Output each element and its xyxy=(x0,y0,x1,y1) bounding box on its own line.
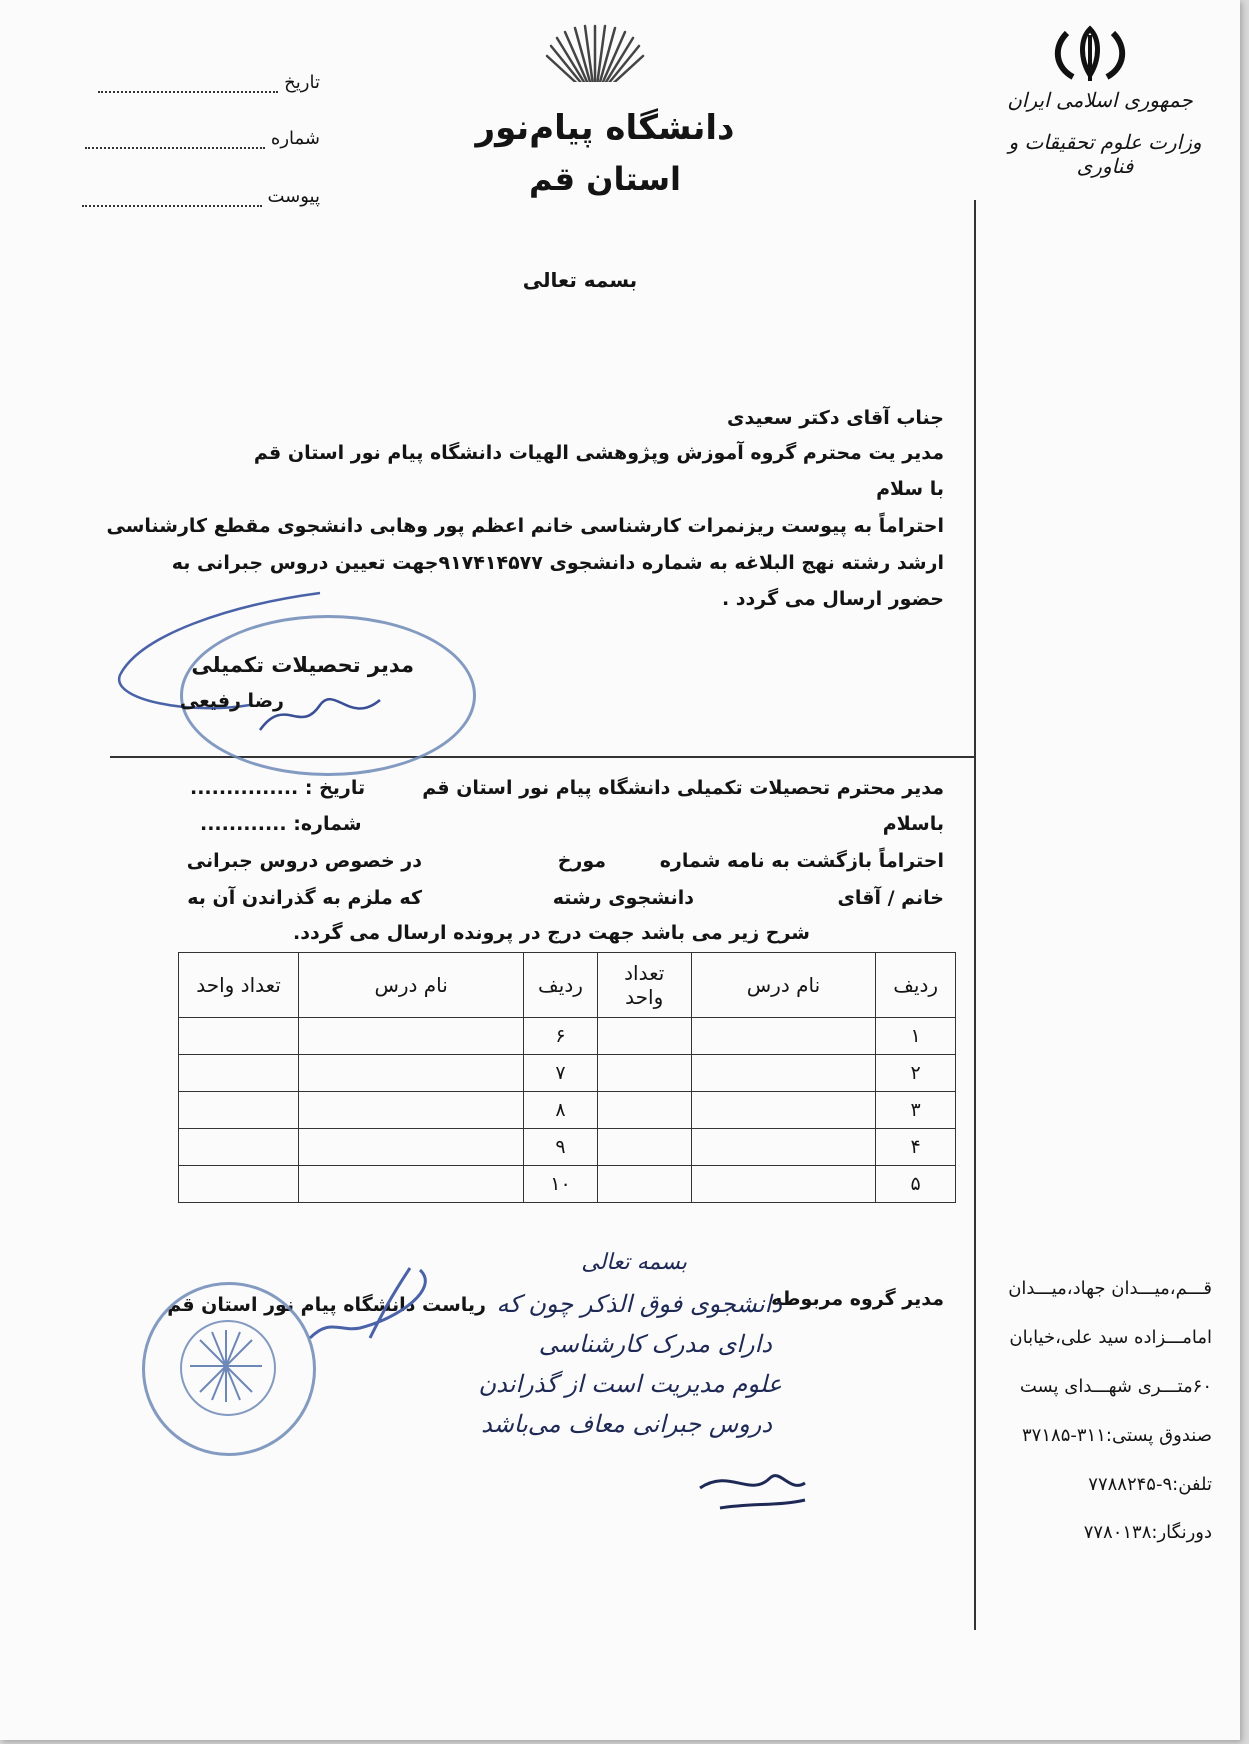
row-number: ۳ xyxy=(876,1092,956,1129)
date-label: تاریخ xyxy=(284,72,320,93)
letter-greeting: با سلام xyxy=(876,478,944,500)
course-name-cell xyxy=(691,1129,876,1166)
table-row xyxy=(179,1166,956,1203)
row-number: ۲ xyxy=(876,1055,956,1092)
letter-body-line-1: احتراماً به پیوست ریزنمرات کارشناسی خانم اعظم پور وهابی دانشجوی مقطع کارشناسی xyxy=(106,515,944,537)
course-name-cell xyxy=(691,1092,876,1129)
course-name-cell xyxy=(691,1055,876,1092)
row-number: ۷ xyxy=(524,1055,598,1092)
header-course-name-2: نام درس xyxy=(299,953,524,1018)
course-name-cell xyxy=(299,1166,524,1203)
address-line-3: ۶۰متـــری شهـــدای پست xyxy=(1019,1376,1212,1397)
iran-emblem-icon xyxy=(1045,25,1135,85)
row-number: ۸ xyxy=(524,1092,598,1129)
credit-cell xyxy=(597,1055,691,1092)
address-line-4: صندوق پستی:۳۱۱-۳۷۱۸۵ xyxy=(1022,1425,1212,1446)
letter-body-line-3: حضور ارسال می گردد . xyxy=(721,588,944,610)
date-dots xyxy=(98,91,278,93)
vertical-divider xyxy=(974,200,976,1630)
reply-addressee: مدیر محترم تحصیلات تکمیلی دانشگاه پیام نور استان قم xyxy=(422,777,944,799)
presidency-signature-icon xyxy=(300,1258,480,1358)
number-field xyxy=(80,128,320,149)
republic-line: جمهوری اسلامی ایران xyxy=(1007,88,1193,112)
course-name-cell xyxy=(691,1166,876,1203)
course-name-cell xyxy=(691,1018,876,1055)
ministry-line: وزارت علوم تحقیقات و فناوری xyxy=(1008,130,1202,178)
course-name-cell xyxy=(299,1018,524,1055)
handwritten-note-line-2: دانشجوی فوق الذکر چون که xyxy=(496,1290,782,1318)
payame-noor-logo-icon xyxy=(545,22,645,102)
stamp-sunburst-icon xyxy=(186,1326,266,1406)
credit-cell xyxy=(179,1092,299,1129)
credit-cell xyxy=(597,1092,691,1129)
reply-line2-a: خانم / آقای xyxy=(837,887,944,909)
number-dots xyxy=(85,147,265,149)
handwritten-note-line-3: دارای مدرک کارشناسی xyxy=(538,1330,772,1358)
row-number: ۶ xyxy=(524,1018,598,1055)
credit-cell xyxy=(179,1055,299,1092)
table-row xyxy=(179,1129,956,1166)
handwritten-note-line-4: علوم مدیریت است از گذراندن xyxy=(478,1370,782,1398)
compensatory-courses-table xyxy=(178,952,956,1203)
attachment-dots xyxy=(82,205,262,207)
province-name: استان قم xyxy=(528,160,681,198)
date-field xyxy=(80,72,320,93)
signer-name: رضا رفیعی xyxy=(179,690,284,712)
row-number: ۹ xyxy=(524,1129,598,1166)
reply-line1-b: مورخ xyxy=(557,850,606,872)
address-line-5: تلفن:۹-۷۷۸۸۲۴۵ xyxy=(1088,1474,1212,1495)
reply-line2-c: که ملزم به گذراندن آن به xyxy=(187,887,422,909)
handwritten-note-line-5: دروس جبرانی معاف می‌باشد xyxy=(481,1410,772,1438)
letter-body-line-2: ارشد رشته نهج البلاغه به شماره دانشجوی ۹۱۷۴۱۴۵۷۷جهت تعیین دروس جبرانی به xyxy=(171,552,944,574)
group-manager-signature-icon xyxy=(690,1448,810,1518)
handwritten-note-line-1: بسمه تعالی xyxy=(581,1250,687,1275)
presidency-label: ریاست دانشگاه پیام نور استان قم xyxy=(167,1294,486,1316)
header-row-number: ردیف xyxy=(876,953,956,1018)
reply-line1-c: در خصوص دروس جبرانی xyxy=(186,850,422,872)
university-name: دانشگاه پیام‌نور xyxy=(475,108,735,148)
number-label: شماره xyxy=(270,128,320,149)
table-row xyxy=(179,1055,956,1092)
row-number: ۱۰ xyxy=(524,1166,598,1203)
header-row-number-2: ردیف xyxy=(524,953,598,1018)
table-row xyxy=(179,1092,956,1129)
row-number: ۴ xyxy=(876,1129,956,1166)
signer-title: مدیر تحصیلات تکمیلی xyxy=(191,653,414,677)
row-number: ۱ xyxy=(876,1018,956,1055)
header-credit-count-2: تعداد واحد xyxy=(179,953,299,1018)
credit-cell xyxy=(179,1129,299,1166)
attachment-field xyxy=(80,186,320,207)
basmala: بسمه تعالی xyxy=(522,268,638,292)
course-name-cell xyxy=(299,1092,524,1129)
address-line-2: امامـــزاده سید علی،خیابان xyxy=(1009,1327,1212,1348)
letter-addressee-title: مدیر یت محترم گروه آموزش وپژوهشی الهیات دانشگاه پیام نور استان قم xyxy=(253,442,944,464)
reply-line2-b: دانشجوی رشته xyxy=(552,887,694,909)
row-number: ۵ xyxy=(876,1166,956,1203)
credit-cell xyxy=(597,1129,691,1166)
table-header-row xyxy=(179,953,956,1018)
reply-number: شماره: ............ xyxy=(200,813,362,835)
reply-date: تاریخ : ............... xyxy=(190,777,366,799)
attachment-label: پیوست xyxy=(267,186,320,207)
table-row xyxy=(179,1018,956,1055)
course-name-cell xyxy=(299,1129,524,1166)
course-name-cell xyxy=(299,1055,524,1092)
header-course-name: نام درس xyxy=(691,953,876,1018)
letter-addressee: جناب آقای دکتر سعیدی xyxy=(727,407,944,429)
credit-cell xyxy=(179,1166,299,1203)
address-line-6: دورنگار:۷۷۸۰۱۳۸ xyxy=(1083,1522,1212,1543)
credit-cell xyxy=(597,1018,691,1055)
credit-cell xyxy=(179,1018,299,1055)
reply-line3: شرح زیر می باشد جهت درج در پرونده ارسال می گردد. xyxy=(293,922,810,944)
group-manager-label: مدیر گروه مربوطه xyxy=(771,1288,944,1310)
address-line-1: قـــم،میـــدان جهاد،میـــدان xyxy=(1008,1278,1212,1299)
reply-greeting: باسلام xyxy=(882,813,944,835)
reply-line1-a: احتراماً بازگشت به نامه شماره xyxy=(659,850,944,872)
header-credit-count: تعداد واحد xyxy=(597,953,691,1018)
credit-cell xyxy=(597,1166,691,1203)
